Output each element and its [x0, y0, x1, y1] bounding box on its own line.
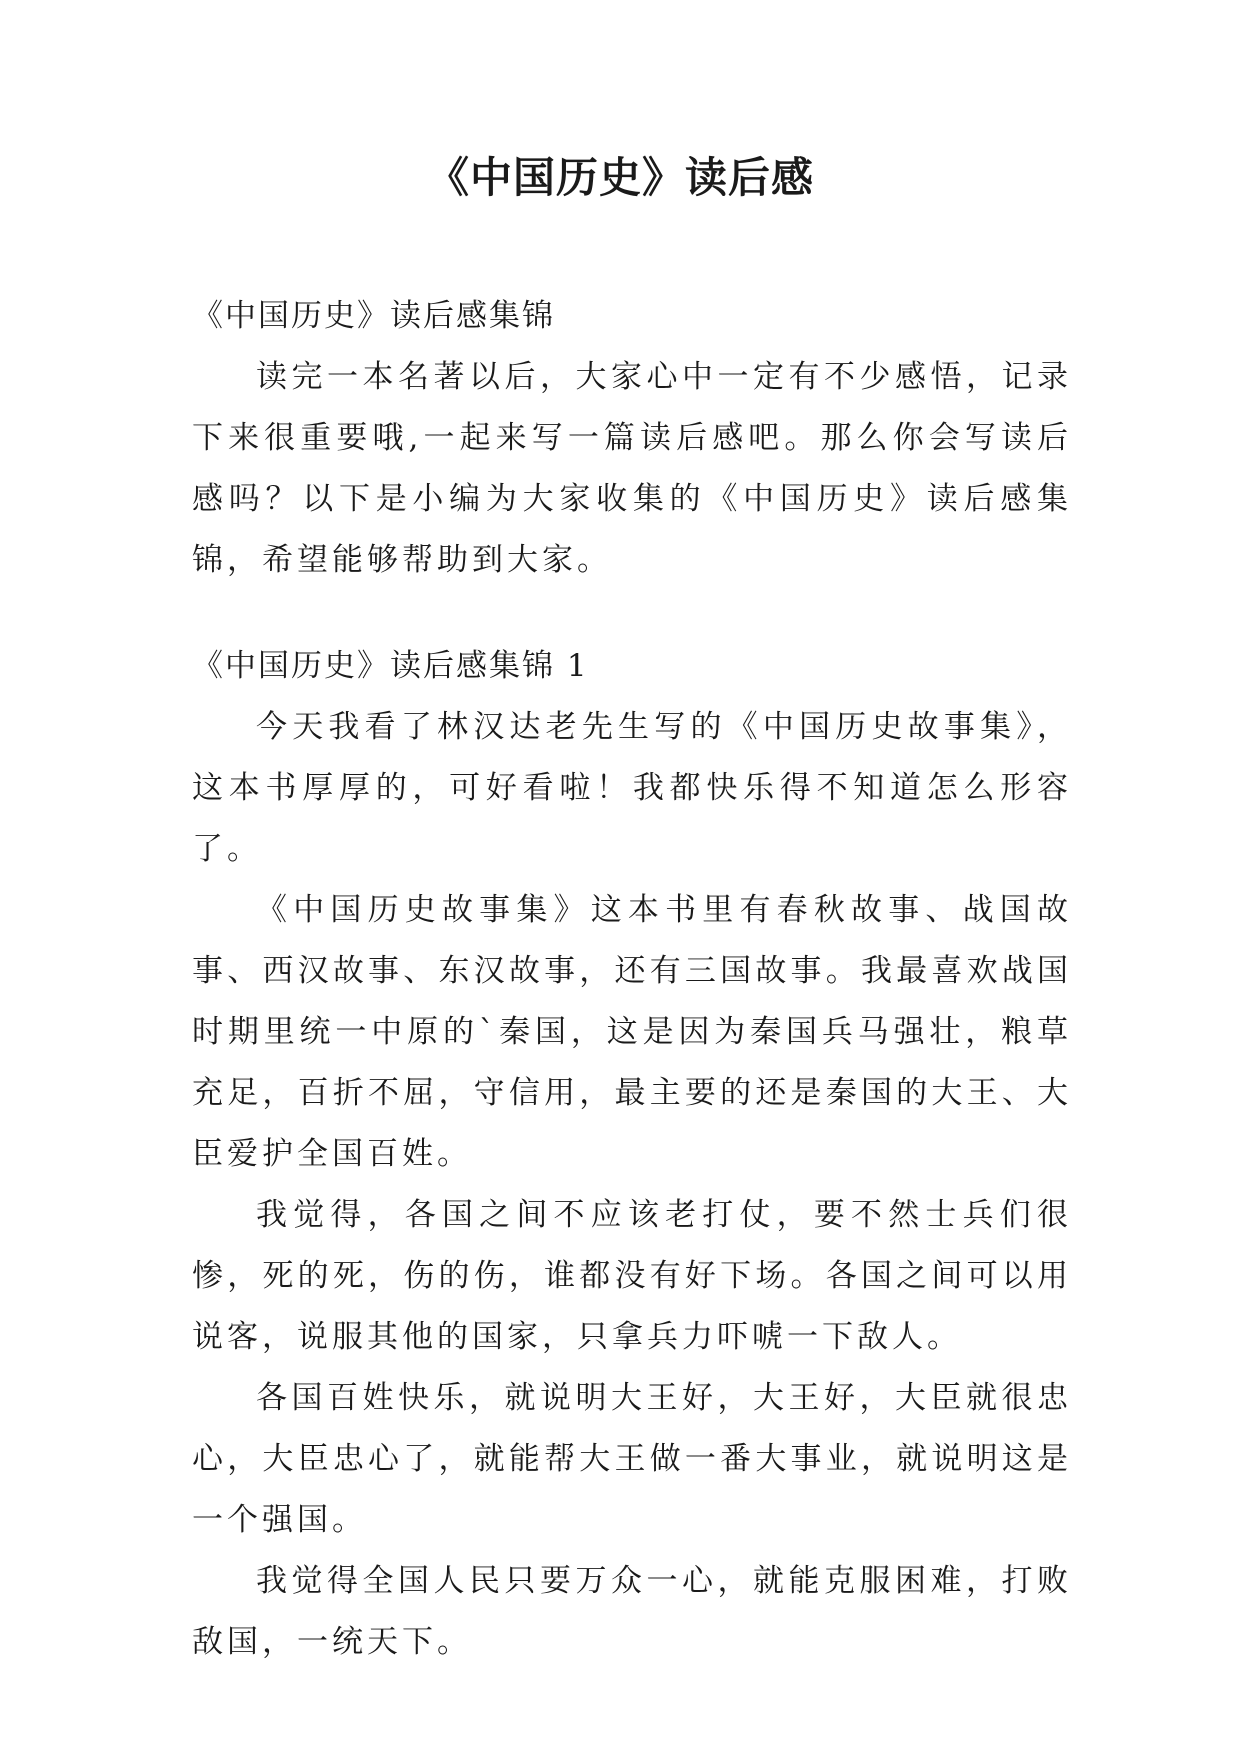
section-1-paragraph: 今天我看了林汉达老先生写的《中国历史故事集》，这本书厚厚的，可好看啦！我都快乐得不知道怎么形容了。: [192, 709, 1072, 867]
document-title: 《中国历史》读后感: [426, 153, 814, 202]
section-1-paragraph: 我觉得全国人民只要万众一心，就能克服困难，打败敌国，一统天下。: [192, 1563, 1072, 1660]
intro-section: [192, 286, 1072, 591]
section-1: [192, 636, 1072, 1673]
intro-heading: 《中国历史》读后感集锦: [192, 298, 555, 334]
section-1-paragraph: 各国百姓快乐，就说明大王好，大王好，大臣就很忠心，大臣忠心了，就能帮大王做一番大事业，就说明这是一个强国。: [192, 1380, 1072, 1538]
intro-paragraph: 读完一本名著以后，大家心中一定有不少感悟，记录下来很重要哦,一起来写一篇读后感吧。那么你会写读后感吗？以下是小编为大家收集的《中国历史》读后感集锦，希望能够帮助到大家。: [192, 359, 1072, 578]
section-1-paragraph: 《中国历史故事集》这本书里有春秋故事、战国故事、西汉故事、东汉故事，还有三国故事。我最喜欢战国时期里统一中原的`秦国，这是因为秦国兵马强壮，粮草充足，百折不屈，守信用，最主要的还是秦国的大王、大臣爱护全国百姓。: [192, 892, 1072, 1172]
section-1-heading: 《中国历史》读后感集锦 1: [192, 648, 589, 684]
section-1-paragraph: 我觉得，各国之间不应该老打仗，要不然士兵们很惨，死的死，伤的伤，谁都没有好下场。各国之间可以用说客，说服其他的国家，只拿兵力吓唬一下敌人。: [192, 1197, 1072, 1355]
